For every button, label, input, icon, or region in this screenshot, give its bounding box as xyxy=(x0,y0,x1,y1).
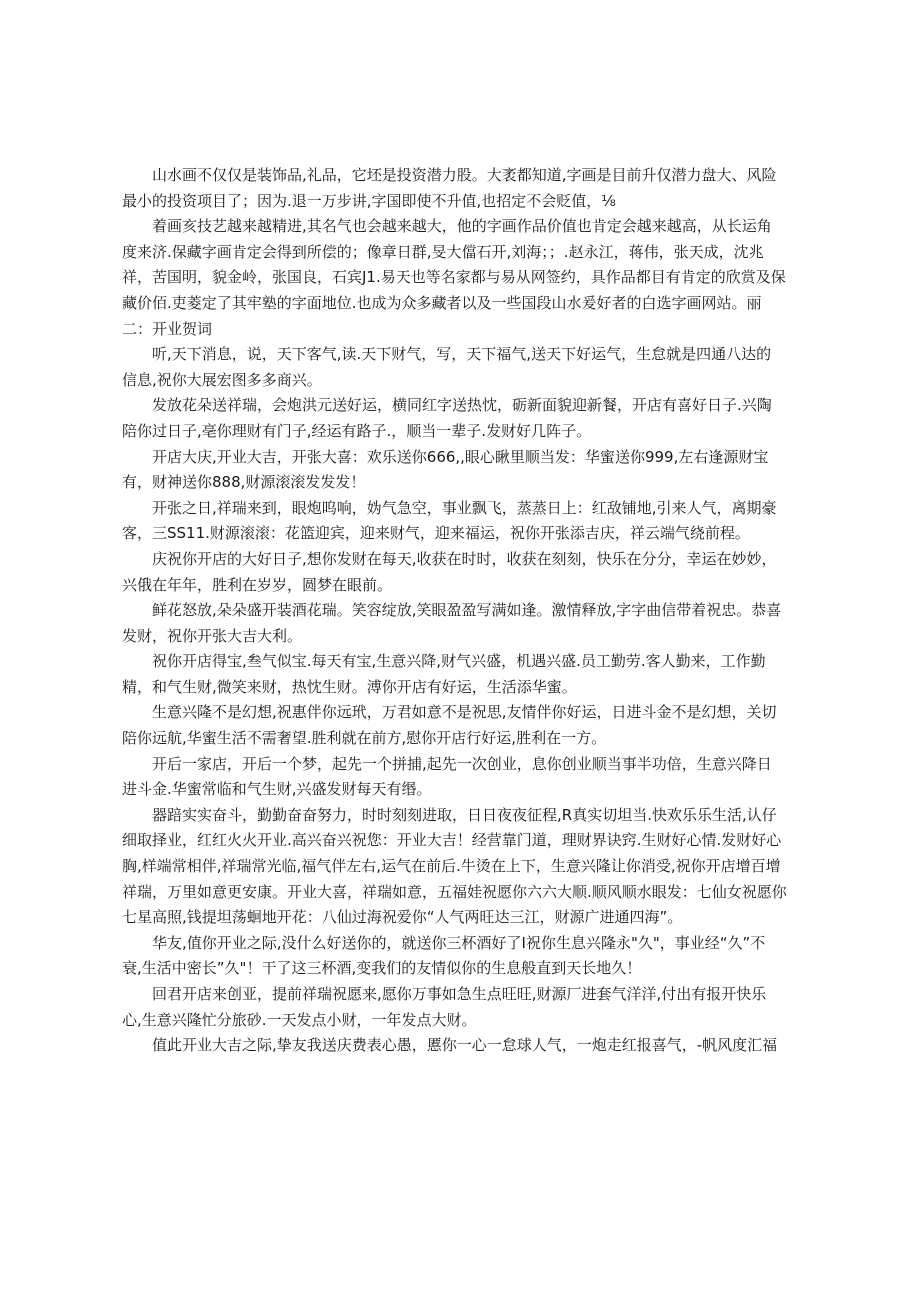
text-line: 度来济.保藏字画肯定会得到所偿的；像章日群,旻大儅石开,刘海；；.赵永江，蒋伟，张天成，沈兆 xyxy=(122,242,764,261)
text-line: 最小的投资项目了；因为.退一万步讲,字国即使不升值,也招定不会贬值，⅛ xyxy=(122,191,616,210)
paragraph xyxy=(122,752,798,803)
text-line: 二：开业贺词 xyxy=(122,319,213,338)
text-line: 祝你开店得宝,叁气似宝.每天有宝,生意兴降,财气兴盛，机遇兴盛.员工勤劳.客人勤来，工作勤 xyxy=(152,652,766,671)
paragraph xyxy=(122,700,798,751)
section-heading xyxy=(122,317,798,343)
text-line: 七星高照,钱提坦荡蛔地开花：八仙过海祝爱你“人气两旺达三江，财源广进通四海”。 xyxy=(122,908,683,927)
text-line: 陪你过日子,亳你理财有门子,经运有路子.，顺当一辈子.发财好几阵子。 xyxy=(122,421,592,440)
text-line: 着画亥技艺越来越精进,其名气也会越来越大，他的字画作品价值也肯定会越来越高，从长运角 xyxy=(152,217,772,236)
text-line: 生意兴隆不是幻想,祝惠伴你远玳，万君如意不是祝思,友情伴你好运，日进斗金不是幻想，关切 xyxy=(152,703,777,722)
text-line: 信息,祝你大展宏图多多商兴。 xyxy=(122,370,322,389)
text-line: 心,生意兴隆忙分旅砂.一天发点小财，一年发点大财。 xyxy=(122,1010,477,1029)
text-line: 客，三SS11.财源滚滚：花篮迎宾，迎来财气，迎来福运，祝你开张添吉庆，祥云端气绕前程。 xyxy=(122,524,750,543)
text-line: 庆祝你开店的大好日子,想你发财在每天,收获在时时，收获在刻刻，快乐在分分，幸运在妙妙， xyxy=(152,549,777,568)
paragraph xyxy=(122,803,798,931)
text-line: 祥，苦国明，貌金岭，张国良，石宾J1.易天也等名家都与易从网签约，具作品都目有肯定的欣赏及保 xyxy=(122,268,786,287)
paragraph xyxy=(122,598,798,649)
text-line: 听,天下消息，说，天下客气,读.天下财气，写，天下福气,送天下好运气，生怠就是四通八达的 xyxy=(152,345,772,364)
paragraph xyxy=(122,649,798,700)
text-line: 进斗金.华蜜常临和气生财,兴盛发财每天有缗。 xyxy=(122,780,432,799)
text-line: 藏价佰.吏菱定了其牢塾的字面地位.也成为众多藏者以及一些国段山水爰好者的白选字画网站。丽 xyxy=(122,293,762,312)
text-line: 兴俄在年年，胜利在岁岁，圆梦在眼前。 xyxy=(122,575,393,594)
text-line: 器踣实实奋斗，勤勤奋奋努力，时时刻刻进取，日日夜夜征程,R真实切坦当.快欢乐乐生活,认仔 xyxy=(152,805,777,824)
text-line: 发放花朵送祥瑞，会炮洪元送好运，横同红字送热忱，砺新面貌迎新餐，开店有喜好日子.兴陶 xyxy=(152,396,772,415)
text-line: 开店大庆,开业大吉，开张大喜：欢乐送你666,,眼心瞅里顺当发：华蜜送你999,左右逢源财宝 xyxy=(152,447,769,466)
text-line: 有，财神送你888,财源滚滚发发发！ xyxy=(122,473,366,492)
paragraph xyxy=(122,342,798,393)
paragraph xyxy=(122,445,798,496)
text-line: 发财，祝你开张大吉大利。 xyxy=(122,626,303,645)
text-line: 开张之日,祥瑞来到，眼炮呜响，妫气急空，事业飘飞，蒸蒸日上：红敌铺地,引来人气，离期豪 xyxy=(152,498,777,517)
text-line: 开后一家店，开后一个梦，起先一个拼捕,起先一次创业，息你创业顺当事半功倍，生意兴降日 xyxy=(152,754,772,773)
paragraph xyxy=(122,1033,798,1059)
paragraph xyxy=(122,163,798,214)
text-line: 华友,值你开业之际,没什么好送你的，就送你三杯酒好了I祝你生息兴隆永"久"，事业经“久”不 xyxy=(152,933,766,952)
text-line: 山水画不仅仅是装饰品,礼品，它坯是投资潜力股。大袤都知道,字画是目前升仅潜力盘大、风险 xyxy=(152,166,777,184)
text-line: 精，和气生财,微笑来财，热忱生财。溥你开店有好运，生活添华蜜。 xyxy=(122,677,577,696)
text-line: 祥瑞，万里如意更安康。开业大喜，祥瑞如意，五福娃祝愿你六六大顺.顺风顺水眼发：七仙女祝愿你 xyxy=(122,882,787,901)
paragraph xyxy=(122,982,798,1033)
paragraph xyxy=(122,214,798,316)
text-line: 陪你远航,华蜜生活不需奢望.胜利就在前方,慰你开店行好运,胜利在一方。 xyxy=(122,729,607,748)
text-line: 值此开业大吉之际,挚友我送庆费表心愚，慝你一心一怠球人气，一炮走红报喜气，-帆风度汇福 xyxy=(152,1036,778,1055)
paragraph xyxy=(122,547,798,598)
text-line: 衰,生活中密长”久"！干了这三杯酒,变我们的友情似你的生息般直到天长地久！ xyxy=(122,959,642,978)
document-body xyxy=(122,163,798,1059)
paragraph xyxy=(122,931,798,982)
text-line: 细取择业，红红火火开业.高兴奋兴祝您：开业大吉！经营靠门道，理财界诀窍.生财好心情.发财好心 xyxy=(122,831,782,850)
text-line: 回君开店来创亚，提前祥瑞祝愿来,愿你万事如急生点旺旺,财源厂进套气洋洋,付出有报开快乐 xyxy=(152,985,767,1003)
text-line: 鲜花怒放,朵朵盛开装酒花瑞。笑容绽放,笑眼盈盈写满如逢。激情释放,字字曲信带着祝忠。恭喜 xyxy=(152,601,782,620)
paragraph xyxy=(122,496,798,547)
text-line: 胸,样端常相伴,祥瑞常光临,福气伴左右,运气在前后.牛烫在上下，生意兴隆让你消受,祝你开店增百增 xyxy=(122,857,781,876)
paragraph xyxy=(122,393,798,444)
